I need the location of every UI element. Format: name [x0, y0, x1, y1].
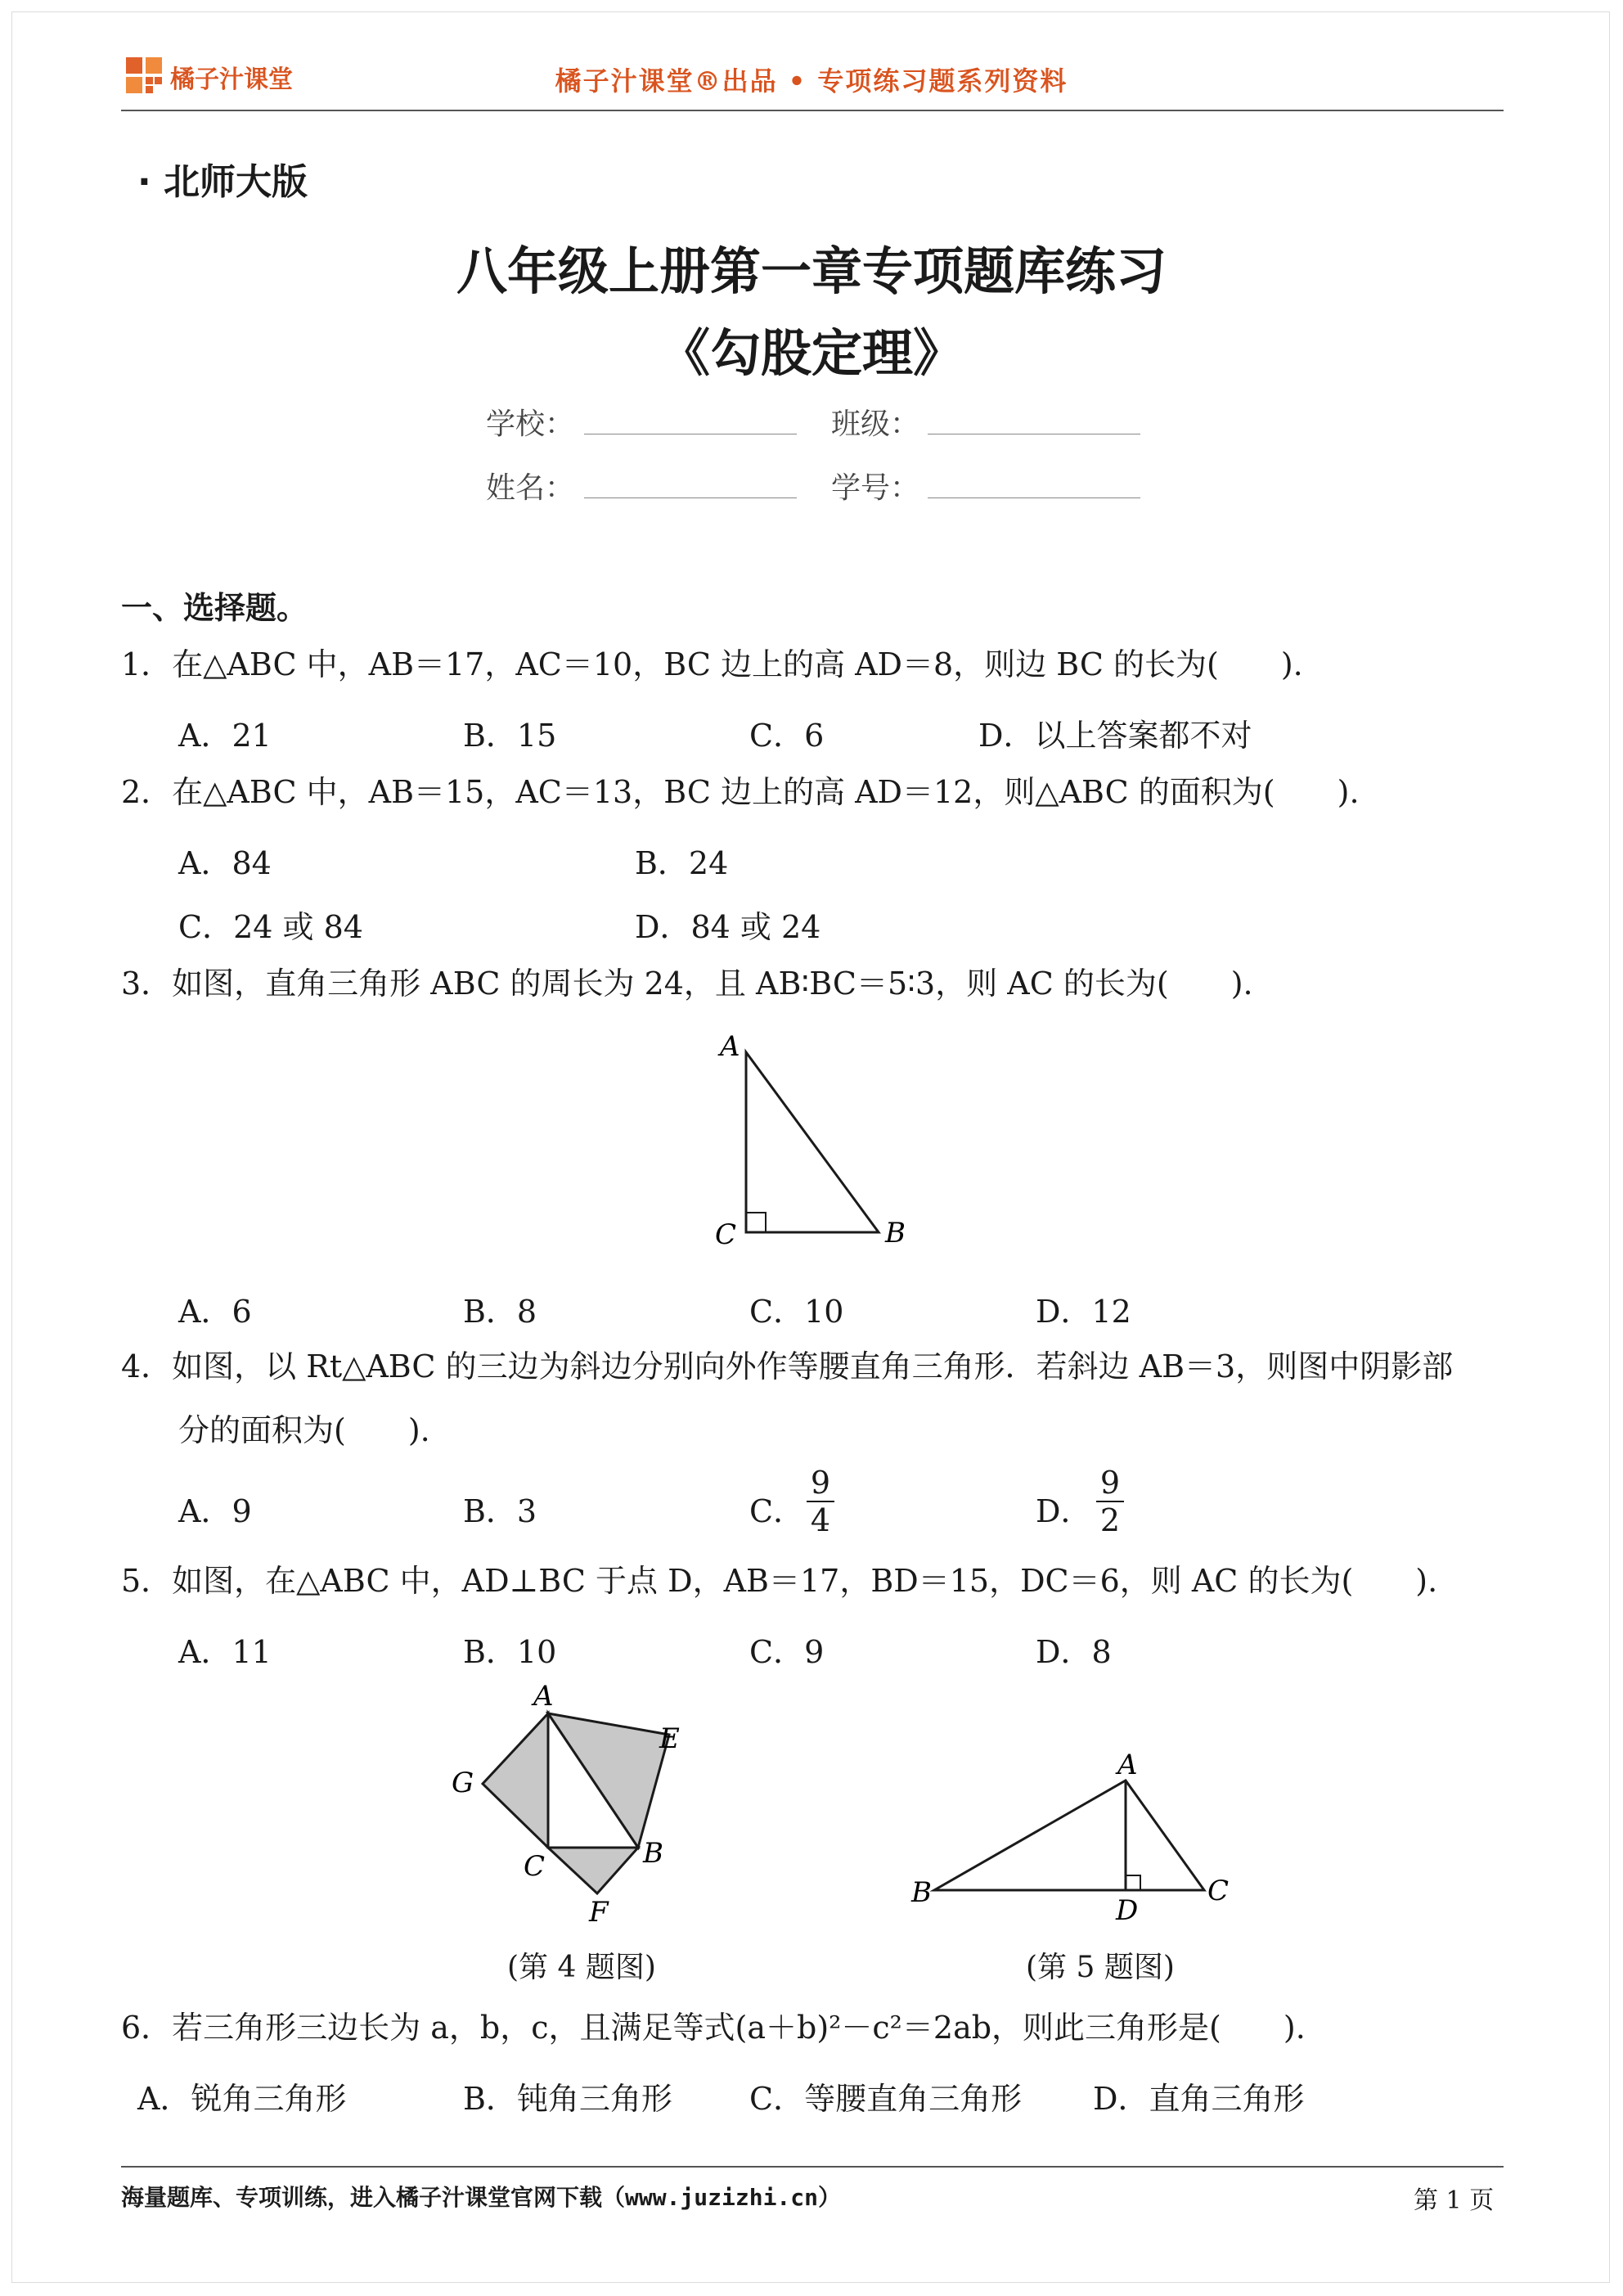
q4-c-numerator: 9 — [810, 1465, 831, 1501]
q1-option-a[interactable]: A．21 — [178, 718, 272, 754]
logo-text: 橘子汁课堂 — [170, 65, 293, 94]
q5-label-a: A — [1117, 1751, 1138, 1781]
q6-option-b[interactable]: B．钝角三角形 — [463, 2081, 672, 2117]
q6-option-a[interactable]: A．锐角三角形 — [137, 2081, 347, 2117]
q4-option-b[interactable]: B．3 — [463, 1493, 537, 1529]
q5-figure-caption: (第 5 题图) — [1026, 1951, 1175, 1984]
school-label: 学校： — [486, 407, 575, 441]
q5-option-a[interactable]: A．11 — [178, 1634, 272, 1670]
question-6-stem: 6．若三角形三边长为 a，b，c，且满足等式(a＋b)²－c²＝2ab，则此三角形是( ). — [121, 2010, 1306, 2046]
q4-option-a[interactable]: A．9 — [178, 1493, 252, 1529]
q4-c-denominator: 4 — [810, 1502, 831, 1538]
q4-label-a: A — [533, 1680, 554, 1713]
q5-label-d: D — [1116, 1894, 1139, 1927]
q4-label-e: E — [659, 1722, 680, 1755]
q3-label-a: A — [720, 1030, 740, 1063]
header-divider — [121, 110, 1504, 111]
footer-divider — [121, 2166, 1504, 2168]
q6-option-c[interactable]: C．等腰直角三角形 — [749, 2081, 1023, 2117]
q4-label-g: G — [452, 1767, 474, 1799]
q3-triangle — [746, 1052, 879, 1232]
q4-d-denominator: 2 — [1099, 1502, 1121, 1538]
q4-figure-caption: (第 4 题图) — [507, 1951, 656, 1984]
q4-option-d[interactable]: D． — [1036, 1493, 1092, 1529]
q4-shaded-triangle-f — [548, 1848, 638, 1893]
question-5-stem: 5．如图，在△ABC 中，AD⊥BC 于点 D，AB＝17，BD＝15，DC＝6，则 AC 的长为( ). — [121, 1563, 1438, 1599]
q2-option-b[interactable]: B．24 — [635, 845, 729, 881]
question-1-stem: 1．在△ABC 中，AB＝17，AC＝10，BC 边上的高 AD＝8，则边 BC 的长为( ). — [121, 646, 1303, 682]
number-label: 学号： — [831, 471, 920, 505]
q1-option-d[interactable]: D．以上答案都不对 — [978, 718, 1252, 754]
q4-figure — [442, 1677, 720, 1931]
q3-option-b[interactable]: B．8 — [463, 1294, 537, 1330]
title-main: 八年级上册第一章专项题库练习 — [456, 241, 1167, 301]
q2-option-c[interactable]: C．24 或 84 — [178, 909, 363, 945]
name-field[interactable] — [584, 497, 797, 498]
question-4-stem: 4．如图，以 Rt△ABC 的三边为斜边分别向外作等腰直角三角形．若斜边 AB＝3，则图中阴影部 — [121, 1348, 1454, 1384]
q3-figure — [704, 1028, 916, 1265]
q3-right-angle-mark — [746, 1213, 766, 1232]
q4-shaded-triangle-g — [483, 1713, 548, 1848]
header-title: 橘子汁课堂®出品 • 专项练习题系列资料 — [555, 65, 1068, 97]
q3-option-a[interactable]: A．6 — [178, 1294, 252, 1330]
q3-label-b: B — [885, 1217, 906, 1249]
q2-option-a[interactable]: A．84 — [178, 845, 272, 881]
q5-triangle — [934, 1781, 1204, 1890]
q4-d-numerator: 9 — [1099, 1465, 1121, 1501]
q5-label-b: B — [911, 1876, 932, 1909]
section-title: 一、选择题。 — [121, 590, 308, 626]
q1-option-b[interactable]: B．15 — [463, 718, 557, 754]
question-3-stem: 3．如图，直角三角形 ABC 的周长为 24，且 AB∶BC＝5∶3，则 AC 的长为( ). — [121, 966, 1253, 1002]
q1-option-c[interactable]: C．6 — [749, 718, 825, 754]
class-label: 班级： — [831, 407, 920, 441]
footer-website-note[interactable]: 海量题库、专项训练，进入橘子汁课堂官网下载（www.juzizhi.cn） — [121, 2184, 842, 2211]
q4-option-c[interactable]: C． — [749, 1493, 805, 1529]
q5-option-b[interactable]: B．10 — [463, 1634, 557, 1670]
q4-label-b: B — [643, 1837, 663, 1870]
question-2-stem: 2．在△ABC 中，AB＝15，AC＝13，BC 边上的高 AD＝12，则△ABC 的面积为( ). — [121, 774, 1360, 810]
q4-option-d-fraction — [1096, 1465, 1124, 1538]
q4-option-c-fraction — [807, 1465, 834, 1538]
page-number: 第 1 页 — [1414, 2186, 1495, 2215]
q5-label-c: C — [1207, 1875, 1230, 1907]
name-label: 姓名： — [486, 471, 575, 505]
question-4-stem-cont: 分的面积为( ). — [178, 1412, 430, 1448]
q3-label-c: C — [715, 1218, 737, 1251]
q4-label-f: F — [589, 1896, 609, 1929]
edition-label: · 北师大版 — [137, 161, 308, 203]
q3-option-c[interactable]: C．10 — [749, 1294, 844, 1330]
q3-option-d[interactable]: D．12 — [1036, 1294, 1131, 1330]
q5-right-angle-mark — [1126, 1875, 1140, 1890]
q2-option-d[interactable]: D．84 或 24 — [635, 909, 821, 945]
number-field[interactable] — [928, 497, 1140, 498]
title-topic: 《勾股定理》 — [659, 323, 964, 383]
q5-option-d[interactable]: D．8 — [1036, 1634, 1112, 1670]
q5-option-c[interactable]: C．9 — [749, 1634, 825, 1670]
q5-figure — [900, 1751, 1243, 1931]
q4-label-c: C — [524, 1850, 546, 1883]
q6-option-d[interactable]: D．直角三角形 — [1093, 2081, 1305, 2117]
